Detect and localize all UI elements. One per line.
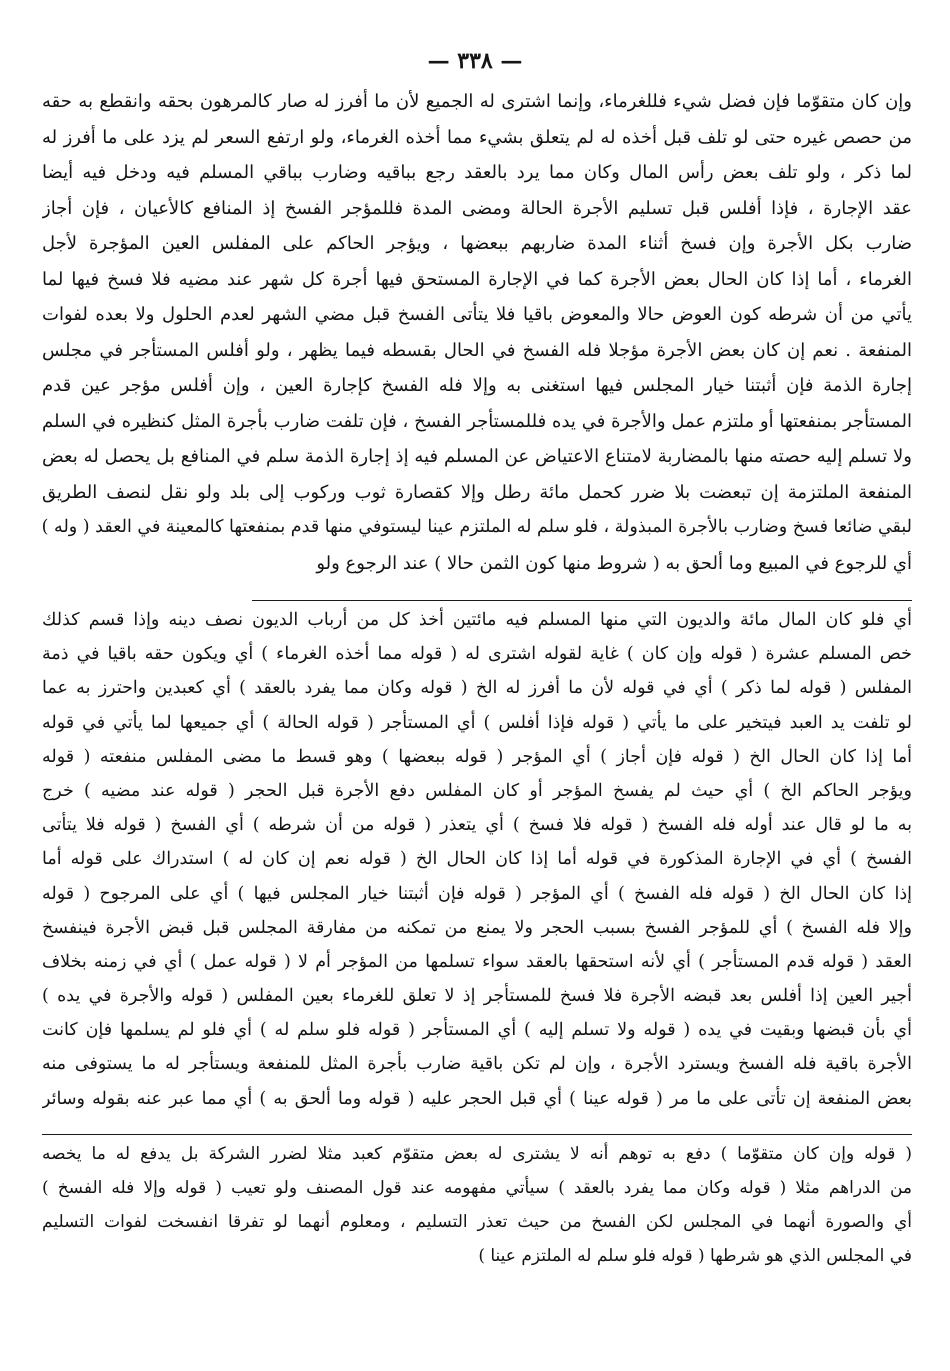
commentary-line: المفلس ( قوله لما ذكر ) أي في قوله لأن ما أفرز له الخ ( قوله وكان مما يفرد بالعقد ) أي كعبدين واحترز به عما: [42, 678, 912, 699]
footnote-line: أي والصورة أنهما في المجلس لكن الفسخ من حيث تعذر التسليم ، ومعلوم أنهما لو تفرقا انفسخت لفوات التسليم: [42, 1212, 912, 1232]
commentary-line: الفسخ ) أي في الإجارة المذكورة في قوله أما إذا كان الحال الخ ( قوله نعم إن كان له ) استدراك على قوله أما: [42, 849, 912, 870]
main-text-line: ولا تسلم إليه حصته منها بالمضاربة لامتناع الاعتياض عن المسلم فيه إذ إجارة الذمة سلم في المنافع بل يحصل له بعض: [42, 446, 912, 467]
commentary-line: العقد ( قوله قدم المستأجر ) أي لأنه استحقها بالعقد سواء تسلمها من المؤجر أم لا ( قوله عمل ) أي في زمنه بخلاف: [42, 951, 912, 972]
footnote-line: في المجلس الذي هو شرطها ( قوله فلو سلم له الملتزم عينا ): [478, 1246, 912, 1266]
main-text-line: أي للرجوع في المبيع وما ألحق به ( شروط منها كون الثمن حالا ) عند الرجوع ولو: [316, 552, 912, 574]
commentary-line: أجير العين إذا أفلس بعد قبضه الأجرة فلا فسخ للمستأجر إذ لا تعلق للغرماء بعين المفلس ( قوله والأجرة في يده ): [42, 986, 912, 1007]
footnote-line: ( قوله وإن كان متقوّما ) دفع به توهم أنه لا يشترى له بعض متقوّم كعبد مثلا لضرر الشركة بل يدفع له ما يخصه: [42, 1144, 912, 1164]
commentary-line: أي فلو كان المال مائة والديون التي منها المسلم فيه مائتين أخذ كل من أرباب الديون نصف دينه وإذا قسم كذلك: [42, 610, 912, 630]
commentary-divider: [252, 600, 912, 601]
main-text-line: المنفعة الملتزمة إن تبعضت بلا ضرر كحمل مائة رطل وإلا كقصارة ثوب وركوب إلى بلد ولو نقل لنصف الطريق: [42, 481, 912, 503]
commentary-line: ويؤجر الحاكم الخ ) أي حيث لم يفسخ المؤجر أو كان المفلس دفع الأجرة قبل الحجر ( قوله عند مضيه ) خرج: [42, 780, 912, 801]
footnote-line: من الدراهم مثلا ( قوله وكان مما يفرد بالعقد ) سيأتي مفهومه عند قول المصنف ولو تعيب ( قوله وإلا فله الفسخ ): [42, 1178, 912, 1198]
commentary-line: أي بأن قبضها وبقيت في يده ( قوله ولا تسلم إليه ) أي المستأجر ( قوله فلو سلم له ) أي فلو لم يسلمها فإن كانت: [42, 1020, 912, 1041]
commentary-line: خص المسلم عشرة ( قوله وإن كان ) غاية لقوله اشترى له ( قوله مما أخذه الغرماء ) أي ويكون حقه باقيا في ذمة: [42, 644, 912, 665]
commentary-line: لو تلفت يد العبد فيتخير على ما يأتي ( قوله فإذا أفلس ) أي المستأجر ( قوله الحالة ) أي جميعها لما يأتي في قوله: [42, 712, 912, 733]
main-text-line: يأتي من أن شرطه كون العوض حالا والمعوض باقيا فلا يتأتى الفسخ قبل مضي الشهر لعدم الحلول ولا بعده لفوات: [42, 304, 912, 325]
main-text-block: [42, 84, 912, 581]
commentary-line: بعض المنفعة إن تأتى على ما مر ( قوله عينا ) أي قبل الحجر عليه ( قوله وما ألحق به ) أي مما عبر عنه بقوله وسائر: [42, 1088, 912, 1109]
main-text-line: عقد الإجارة ، فإذا أفلس قبل تسليم الأجرة الحالة ومضى المدة فللمؤجر الفسخ إذ المنافع كالأعيان ، فإن أجاز: [42, 197, 912, 219]
commentary-block: [42, 603, 912, 1116]
main-text-line: ضارب بكل الأجرة وإن فسخ أثناء المدة ضاربهم ببعضها ، ويؤجر الحاكم على المفلس العين المؤجرة لأجل: [42, 233, 912, 254]
footnote-divider: [42, 1134, 912, 1135]
main-text-line: الغرماء ، أما إذا كان الحال بعض الأجرة كما في الإجارة المستحق فيها أجرة كل شهر عند مضيه فلا فسخ فيها لما: [42, 268, 912, 290]
footnote-block: [42, 1137, 912, 1273]
commentary-line: إذا كان الحال الخ ( قوله فله الفسخ ) أي المؤجر ( قوله فإن أثبتنا خيار المجلس فيها ) أي على المرجوح ( قوله: [42, 883, 912, 904]
commentary-line: وإلا فله الفسخ ) أي للمؤجر الفسخ بسبب الحجر ولا يمنع من تمكنه من مفارقة المجلس قبل قبض الأجرة فينفسخ: [42, 917, 912, 938]
commentary-line: به ما لو قال عند أوله فله الفسخ ( قوله فلا فسخ ) أي يتعذر ( قوله من أن شرطه ) أي الفسخ ( قوله فلا يتأتى: [42, 815, 912, 836]
main-text-line: إجارة الذمة فإن أثبتنا خيار المجلس فيها استغنى به وإلا فله الفسخ كإجارة العين ، وإن أفلس مؤجر عين قدم: [42, 375, 912, 396]
main-text-line: لبقي ضائعا فسخ وضارب بالأجرة المبذولة ، فلو سلم له الملتزم عينا ليستوفي منها قدم بمنفعتها كالمعينة في العقد ( وله ): [42, 517, 912, 537]
main-text-line: وإن كان متقوّما فإن فضل شيء فللغرماء، وإنما اشترى له الجميع لأن ما أفرز له صار كالمرهون بحقه وانقطع به حقه: [42, 91, 912, 112]
page-number: — ٣٣٨ —: [427, 48, 523, 74]
main-text-line: المستأجر بمنفعتها أو ملتزم عمل والأجرة في يده فللمستأجر الفسخ ، فإن تلفت ضارب بأجرة المثل كنظيره في السلم: [42, 410, 912, 432]
commentary-line: أما إذا كان الحال الخ ( قوله فإن أجاز ) أي المؤجر ( قوله ببعضها ) وهو قسط ما مضى المفلس منفعته ( قوله: [42, 746, 912, 767]
main-text-line: لما ذكر ، ولو تلف بعض رأس المال وكان مما يرد بالعقد رجع بباقيه وضارب بباقي المسلم فيه ودخل فيه أيضا: [42, 162, 912, 183]
commentary-line: الأجرة باقية فله الفسخ ويسترد الأجرة ، وإن لم تكن باقية ضارب بأجرة المثل للمنفعة ويستأجر له ما يستوفى منه: [42, 1054, 912, 1075]
main-text-line: المنفعة . نعم إن كان بعض الأجرة مؤجلا فله الفسخ في الحال بقسطه فيما يظهر ، ولو أفلس المستأجر في مجلس: [42, 339, 912, 361]
main-text-line: من حصص غيره حتى لو تلف قبل أخذه له لم يتعلق بشيء مما أخذه الغرماء، ولو ارتفع السعر لم يزد على ما أفرز له: [42, 126, 912, 148]
